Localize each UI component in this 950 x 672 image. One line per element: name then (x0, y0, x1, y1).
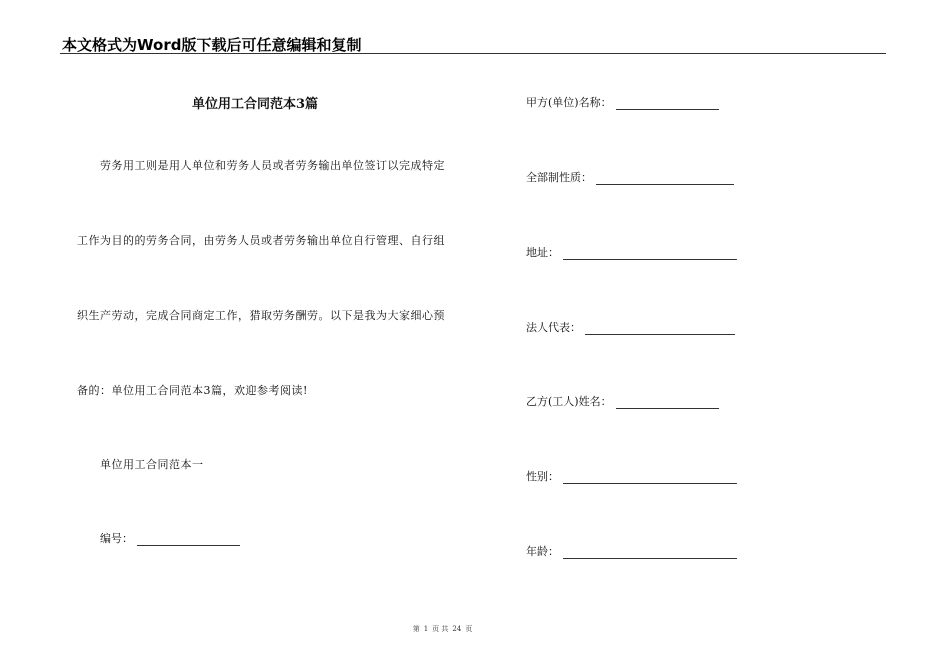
ownership-type-label: 全部制性质： (526, 171, 592, 184)
paragraph-line-2: 工作为目的的劳务合同，由劳务人员或者劳务输出单位自行管理、自行组 (77, 234, 445, 247)
paragraph-line-3: 织生产劳动，完成合同商定工作，猎取劳务酬劳。以下是我为大家细心预 (77, 309, 445, 322)
party-a-name-field (526, 94, 719, 110)
footer-middle: 页 共 (432, 625, 449, 633)
footer-suffix: 页 (465, 625, 473, 633)
document-header: 本文格式为Word版下载后可任意编辑和复制 (62, 36, 362, 54)
header-divider (60, 53, 886, 54)
gender-label: 性别： (526, 470, 559, 483)
gender-field (526, 468, 737, 484)
legal-rep-blank (585, 322, 735, 335)
document-title: 单位用工合同范本3篇 (192, 97, 319, 112)
ownership-type-blank (596, 172, 734, 185)
age-blank (563, 546, 737, 559)
legal-rep-field (526, 319, 735, 335)
page-footer (0, 624, 885, 634)
contract-number-label: 编号： (100, 532, 133, 545)
address-field (526, 244, 737, 260)
footer-prefix: 第 (412, 625, 420, 633)
party-b-name-blank (616, 396, 719, 409)
contract-number-blank (137, 533, 240, 546)
paragraph-line-1: 劳务用工则是用人单位和劳务人员或者劳务输出单位签订以完成特定 (100, 159, 445, 172)
footer-total-pages: 24 (452, 625, 462, 633)
footer-page-number: 1 (423, 625, 429, 633)
party-b-name-label: 乙方(工人)姓名： (526, 395, 612, 408)
ownership-type-field (526, 169, 734, 185)
legal-rep-label: 法人代表： (526, 321, 581, 334)
party-a-name-blank (616, 97, 719, 110)
gender-blank (563, 471, 737, 484)
party-a-name-label: 甲方(单位)名称： (526, 96, 612, 109)
address-label: 地址： (526, 246, 559, 259)
age-field (526, 543, 737, 559)
paragraph-line-4: 备的：单位用工合同范本3篇，欢迎参考阅读! (77, 384, 308, 397)
contract-number-field (100, 530, 240, 546)
section-heading: 单位用工合同范本一 (100, 458, 204, 471)
party-b-name-field (526, 393, 719, 409)
address-blank (563, 247, 737, 260)
age-label: 年龄： (526, 545, 559, 558)
